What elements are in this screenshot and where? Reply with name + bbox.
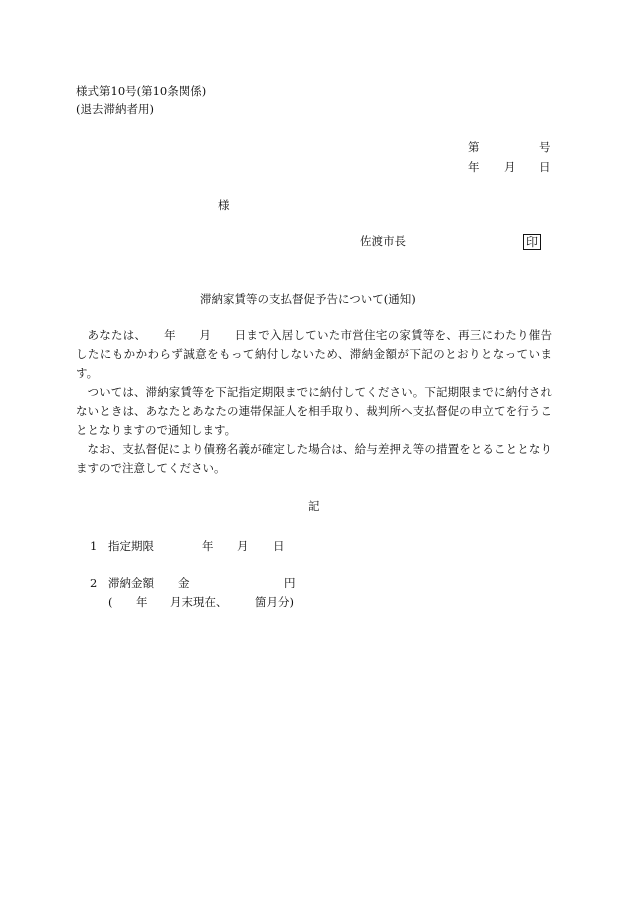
item2-yen: 円	[284, 576, 296, 590]
seal-stamp: 印	[523, 234, 541, 250]
item2-note-open: (	[108, 595, 113, 609]
item1-day: 日	[273, 539, 285, 553]
addressee-sama: 様	[218, 198, 230, 212]
date-month: 月	[504, 160, 516, 174]
form-number: 様式第10号(第10条関係)	[76, 84, 207, 98]
item2-note-year: 年	[136, 595, 148, 609]
body-paragraph-2: ついては、滞納家賃等を下記指定期限までに納付してください。下記期限までに納付されないときは、あなたとあなたの連帯保証人を相手取り、裁判所へ支払督促の申立てを行うこととなりますので通知します。	[76, 385, 552, 437]
doc-number-dai: 第	[468, 140, 480, 154]
item2-kin: 金	[178, 576, 190, 590]
doc-number-go: 号	[539, 140, 551, 154]
body-paragraph-3: なお、支払督促により債務名義が確定した場合は、給与差押え等の措置をとることとなりますので注意してください。	[76, 442, 552, 475]
item2-number: 2	[90, 576, 98, 590]
ki-heading: 記	[308, 499, 320, 513]
date-year: 年	[468, 160, 480, 174]
item1-number: 1	[90, 539, 98, 553]
form-subtitle: (退去滞納者用)	[76, 102, 154, 116]
item2-label: 滞納金額	[108, 576, 154, 590]
item2-note-month-current: 月末現在、	[170, 595, 228, 609]
sender-name: 佐渡市長	[360, 234, 406, 248]
document-title: 滞納家賃等の支払督促予告について(通知)	[200, 292, 416, 306]
item1-month: 月	[237, 539, 249, 553]
item2-note-months: 箇月分)	[255, 595, 294, 609]
item1-year: 年	[202, 539, 214, 553]
body-paragraph-1: あなたは、 年 月 日まで入居していた市営住宅の家賃等を、再三にわたり催告したにもかかわらず誠意をもって納付しないため、滞納金額が下記のとおりとなっています。	[76, 328, 552, 380]
item1-label: 指定期限	[108, 539, 154, 553]
date-day: 日	[539, 160, 551, 174]
